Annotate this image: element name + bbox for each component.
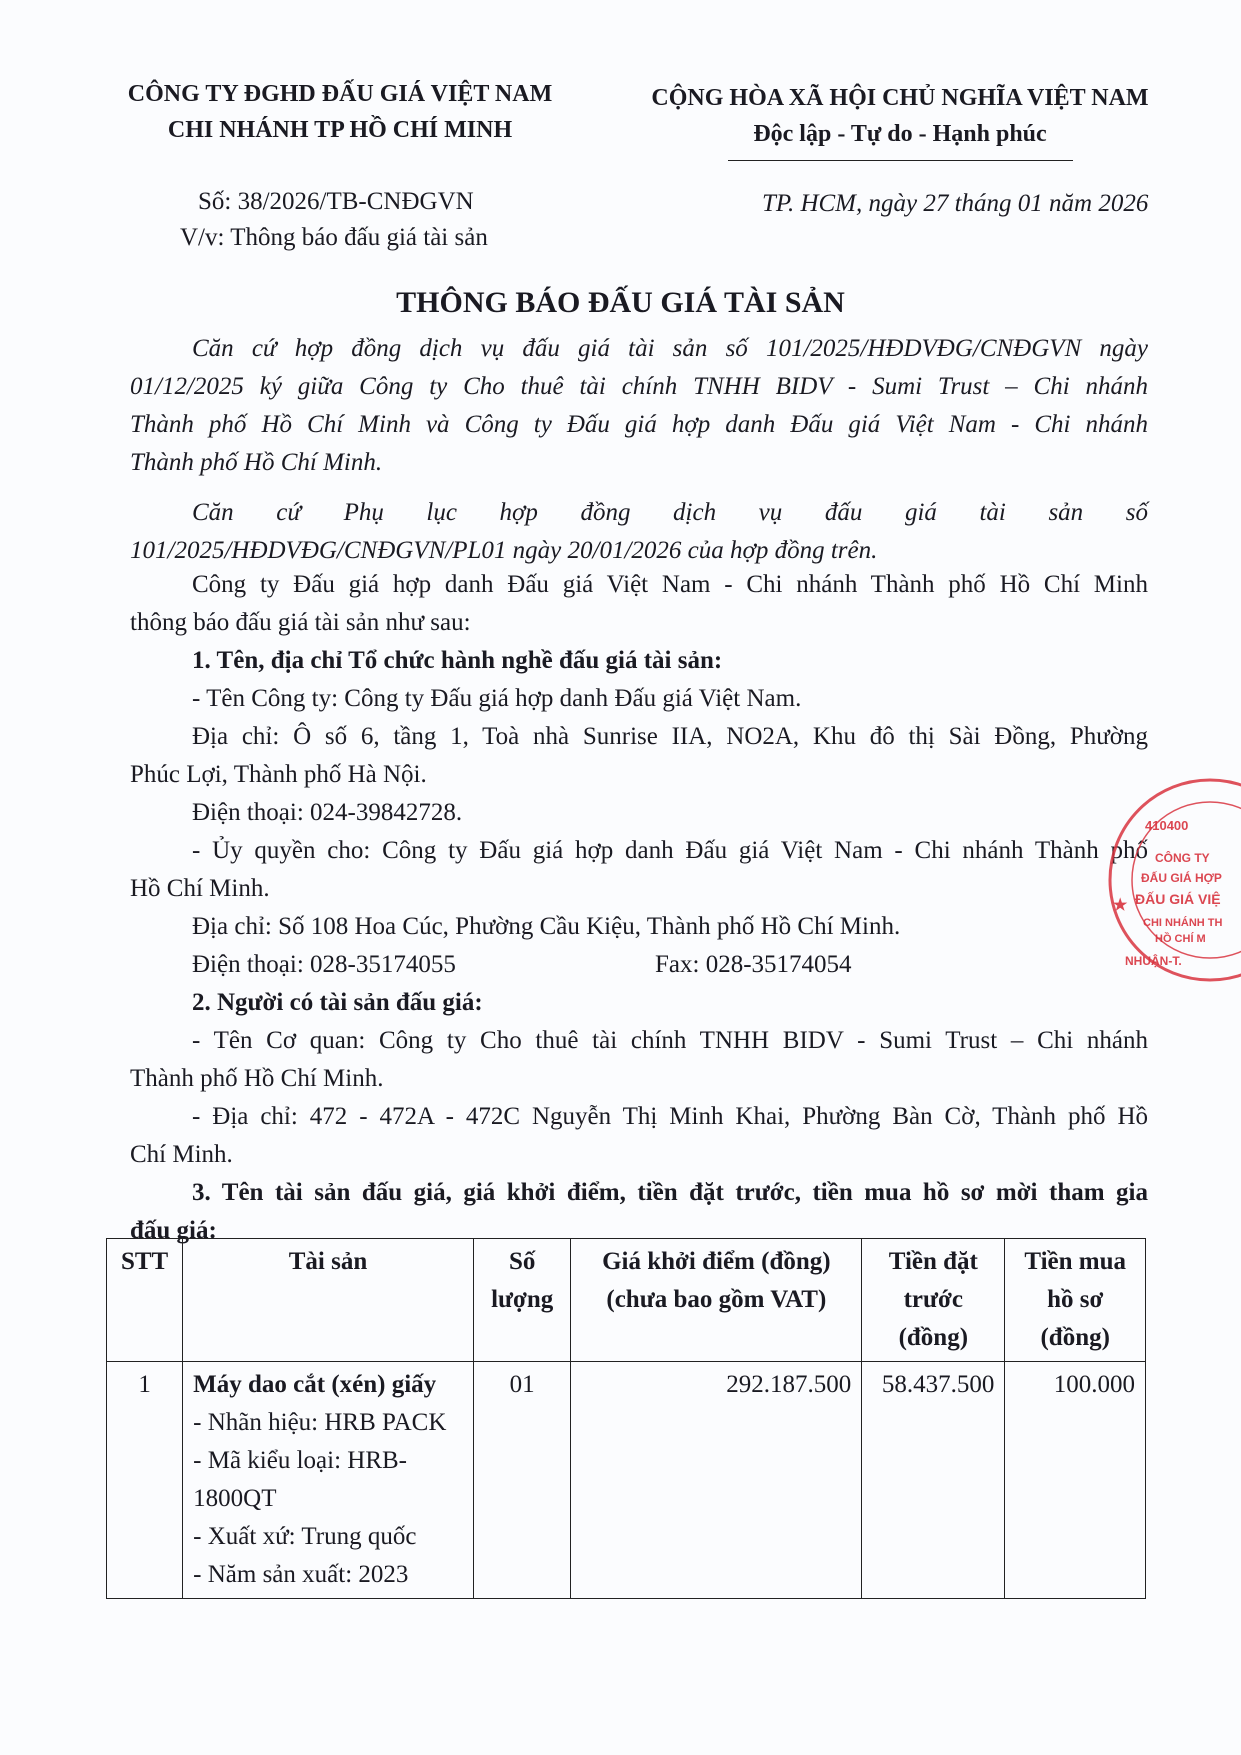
text-line: Thành phố Hồ Chí Minh và Công ty Đấu giá hợp danh Đấu giá Việt Nam - Chi nhánh	[130, 411, 1148, 438]
basis-1	[130, 330, 1148, 570]
cell-stt: 1	[107, 1362, 183, 1599]
branch-name: CHI NHÁNH TP HỒ CHÍ MINH	[167, 117, 513, 143]
header-left	[70, 76, 610, 148]
svg-text:ĐẤU GIÁ VIỆ: ĐẤU GIÁ VIỆ	[1135, 891, 1221, 907]
cell-asset	[183, 1362, 474, 1599]
text-line: - Ủy quyền cho: Công ty Đấu giá hợp danh Đấu giá Việt Nam - Chi nhánh Thành phố	[192, 837, 1148, 864]
text-line: Hồ Chí Minh.	[130, 875, 270, 902]
col-doc-fee: Tiền mua hồ sơ (đồng)	[1005, 1239, 1146, 1362]
doc-subject: V/v: Thông báo đấu giá tài sản	[180, 224, 488, 251]
cell-deposit: 58.437.500	[862, 1362, 1005, 1599]
place-date: TP. HCM, ngày 27 tháng 01 năm 2026	[762, 190, 1149, 217]
asset-origin: - Xuất xứ: Trung quốc	[193, 1523, 417, 1550]
section-3-heading: 3. Tên tài sản đấu giá, giá khởi điểm, tiền đặt trước, tiền mua hồ sơ mời tham gia	[192, 1179, 1148, 1206]
text-line: 01/12/2025 ký giữa Công ty Cho thuê tài chính TNHH BIDV - Sumi Trust – Chi nhánh	[130, 373, 1148, 400]
national-title: CỘNG HÒA XÃ HỘI CHỦ NGHĨA VIỆT NAM	[651, 85, 1149, 111]
asset-name: Máy dao cắt (xén) giấy	[193, 1371, 437, 1398]
text-line: Địa chỉ: Số 108 Hoa Cúc, Phường Cầu Kiệu, Thành phố Hồ Chí Minh.	[192, 913, 901, 940]
svg-text:CHI NHÁNH TH: CHI NHÁNH TH	[1143, 917, 1223, 929]
cell-start-price: 292.187.500	[571, 1362, 862, 1599]
text-line: 101/2025/HĐDVĐG/CNĐGVN/PL01 ngày 20/01/2026 của hợp đồng trên.	[130, 537, 878, 564]
svg-text:410400: 410400	[1145, 818, 1189, 833]
motto: Độc lập - Tự do - Hạnh phúc	[753, 121, 1047, 147]
branch-phone: Điện thoại: 028-35174055	[192, 951, 456, 978]
section-2-heading: 2. Người có tài sản đấu giá:	[192, 989, 483, 1016]
text-line	[130, 946, 1148, 984]
col-asset: Tài sản	[183, 1239, 474, 1362]
asset-brand: - Nhãn hiệu: HRB PACK	[193, 1409, 447, 1436]
text-line: Công ty Đấu giá hợp danh Đấu giá Việt Nam - Chi nhánh Thành phố Hồ Chí Minh	[192, 571, 1148, 598]
col-deposit: Tiền đặt trước (đồng)	[862, 1239, 1005, 1362]
text-line: - Địa chỉ: 472 - 472A - 472C Nguyễn Thị Minh Khai, Phường Bàn Cờ, Thành phố Hồ	[192, 1103, 1148, 1130]
cell-qty: 01	[473, 1362, 571, 1599]
text-line: Chí Minh.	[130, 1141, 233, 1168]
intro	[130, 566, 1148, 1250]
page-title: THÔNG BÁO ĐẤU GIÁ TÀI SẢN	[396, 286, 845, 319]
text-line: Thành phố Hồ Chí Minh.	[130, 1065, 384, 1092]
header-right	[620, 80, 1180, 152]
col-stt: STT	[107, 1239, 183, 1362]
text-line: Địa chỉ: Ô số 6, tầng 1, Toà nhà Sunrise IIA, NO2A, Khu đô thị Sài Đồng, Phường	[192, 723, 1148, 750]
org-name: CÔNG TY ĐGHD ĐẤU GIÁ VIỆT NAM	[127, 81, 553, 107]
text-line: Căn cứ hợp đồng dịch vụ đấu giá tài sản số 101/2025/HĐDVĐG/CNĐGVN ngày	[192, 335, 1148, 362]
text-line: - Tên Công ty: Công ty Đấu giá hợp danh Đấu giá Việt Nam.	[192, 685, 802, 712]
section-1-heading: 1. Tên, địa chỉ Tổ chức hành nghề đấu giá tài sản:	[192, 647, 723, 674]
table-row	[107, 1362, 1146, 1599]
text-line: Căn cứ Phụ lục hợp đồng dịch vụ đấu giá tài sản số	[192, 499, 1148, 526]
text-line: đấu giá:	[130, 1217, 217, 1244]
col-start-price: Giá khởi điểm (đồng) (chưa bao gồm VAT)	[571, 1239, 862, 1362]
col-qty: Số lượng	[473, 1239, 571, 1362]
svg-text:CÔNG TY: CÔNG TY	[1155, 851, 1210, 865]
svg-text:ĐẤU GIÁ HỢP: ĐẤU GIÁ HỢP	[1141, 871, 1222, 885]
text-line: Điện thoại: 024-39842728.	[192, 799, 463, 826]
doc-number: Số: 38/2026/TB-CNĐGVN	[198, 188, 474, 215]
cell-doc-fee: 100.000	[1005, 1362, 1146, 1599]
text-line: Thành phố Hồ Chí Minh.	[130, 449, 383, 476]
branch-fax: Fax: 028-35174054	[655, 951, 852, 978]
asset-model: - Mã kiểu loại: HRB-1800QT	[193, 1447, 408, 1512]
company-seal-stamp	[1105, 770, 1241, 990]
svg-text:★: ★	[1113, 897, 1128, 914]
svg-text:NHUẬN-T.: NHUẬN-T.	[1125, 954, 1182, 968]
table-header-row	[107, 1239, 1146, 1362]
svg-text:HỒ CHÍ M: HỒ CHÍ M	[1155, 933, 1206, 945]
asset-table	[106, 1238, 1146, 1599]
text-line: thông báo đấu giá tài sản như sau:	[130, 609, 471, 636]
motto-underline	[728, 160, 1073, 161]
text-line: Phúc Lợi, Thành phố Hà Nội.	[130, 761, 427, 788]
text-line: - Tên Cơ quan: Công ty Cho thuê tài chính TNHH BIDV - Sumi Trust – Chi nhánh	[192, 1027, 1148, 1054]
asset-year: - Năm sản xuất: 2023	[193, 1561, 409, 1588]
